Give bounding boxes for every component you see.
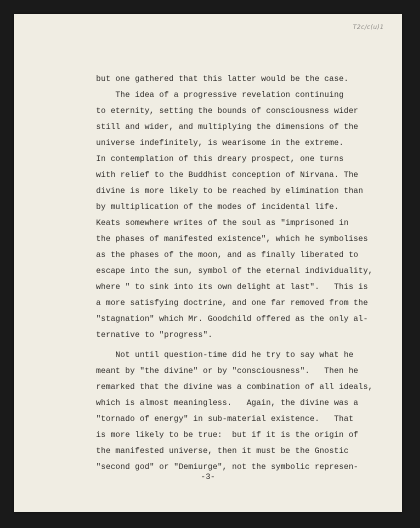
text-line: Not until question-time did he try to say what he	[96, 351, 354, 360]
text-line: meant by "the divine" or by "consciousness". Then he	[96, 367, 359, 376]
text-line: ternative to "progress".	[96, 331, 213, 340]
text-line: by multiplication of the modes of incidental life.	[96, 203, 339, 212]
text-line: "stagnation" which Mr. Goodchild offered as the only al-	[96, 315, 368, 324]
text-line: as the phases of the moon, and as finally liberated to	[96, 251, 359, 260]
text-line: the manifested universe, then it must be the Gnostic	[96, 447, 349, 456]
text-line: is more likely to be true: but if it is the origin of	[96, 431, 359, 440]
catalog-mark: T2c/c(u)1	[352, 24, 384, 31]
text-line: which is almost meaningless. Again, the divine was a	[96, 399, 359, 408]
text-line: with relief to the Buddhist conception of Nirvana. The	[96, 171, 359, 180]
text-line: but one gathered that this latter would be the case.	[96, 75, 349, 84]
text-line: the phases of manifested existence", which he symbolises	[96, 235, 368, 244]
text-line: Keats somewhere writes of the soul as "imprisoned in	[96, 219, 349, 228]
text-line: escape into the sun, symbol of the eternal individuality,	[96, 267, 373, 276]
text-line: where " to sink into its own delight at last". This is	[96, 283, 368, 292]
document-page	[14, 14, 402, 512]
text-line: "tornado of energy" in sub-material existence. That	[96, 415, 354, 424]
text-line: still and wider, and multiplying the dimensions of the	[96, 123, 359, 132]
text-line: divine is more likely to be reached by elimination than	[96, 187, 364, 196]
page-number: -3-	[200, 473, 216, 482]
text-line: universe indefinitely, is wearisome in the extreme.	[96, 139, 344, 148]
text-line: to eternity, setting the bounds of consciousness wider	[96, 107, 359, 116]
text-line: The idea of a progressive revelation continuing	[96, 91, 344, 100]
body-text	[14, 14, 402, 472]
text-line: In contemplation of this dreary prospect, one turns	[96, 155, 344, 164]
text-line: remarked that the divine was a combination of all ideals,	[96, 383, 373, 392]
text-line: "second god" or "Demiurge", not the symbolic represen-	[96, 463, 359, 472]
text-line: a more satisfying doctrine, and one far removed from the	[96, 299, 368, 308]
